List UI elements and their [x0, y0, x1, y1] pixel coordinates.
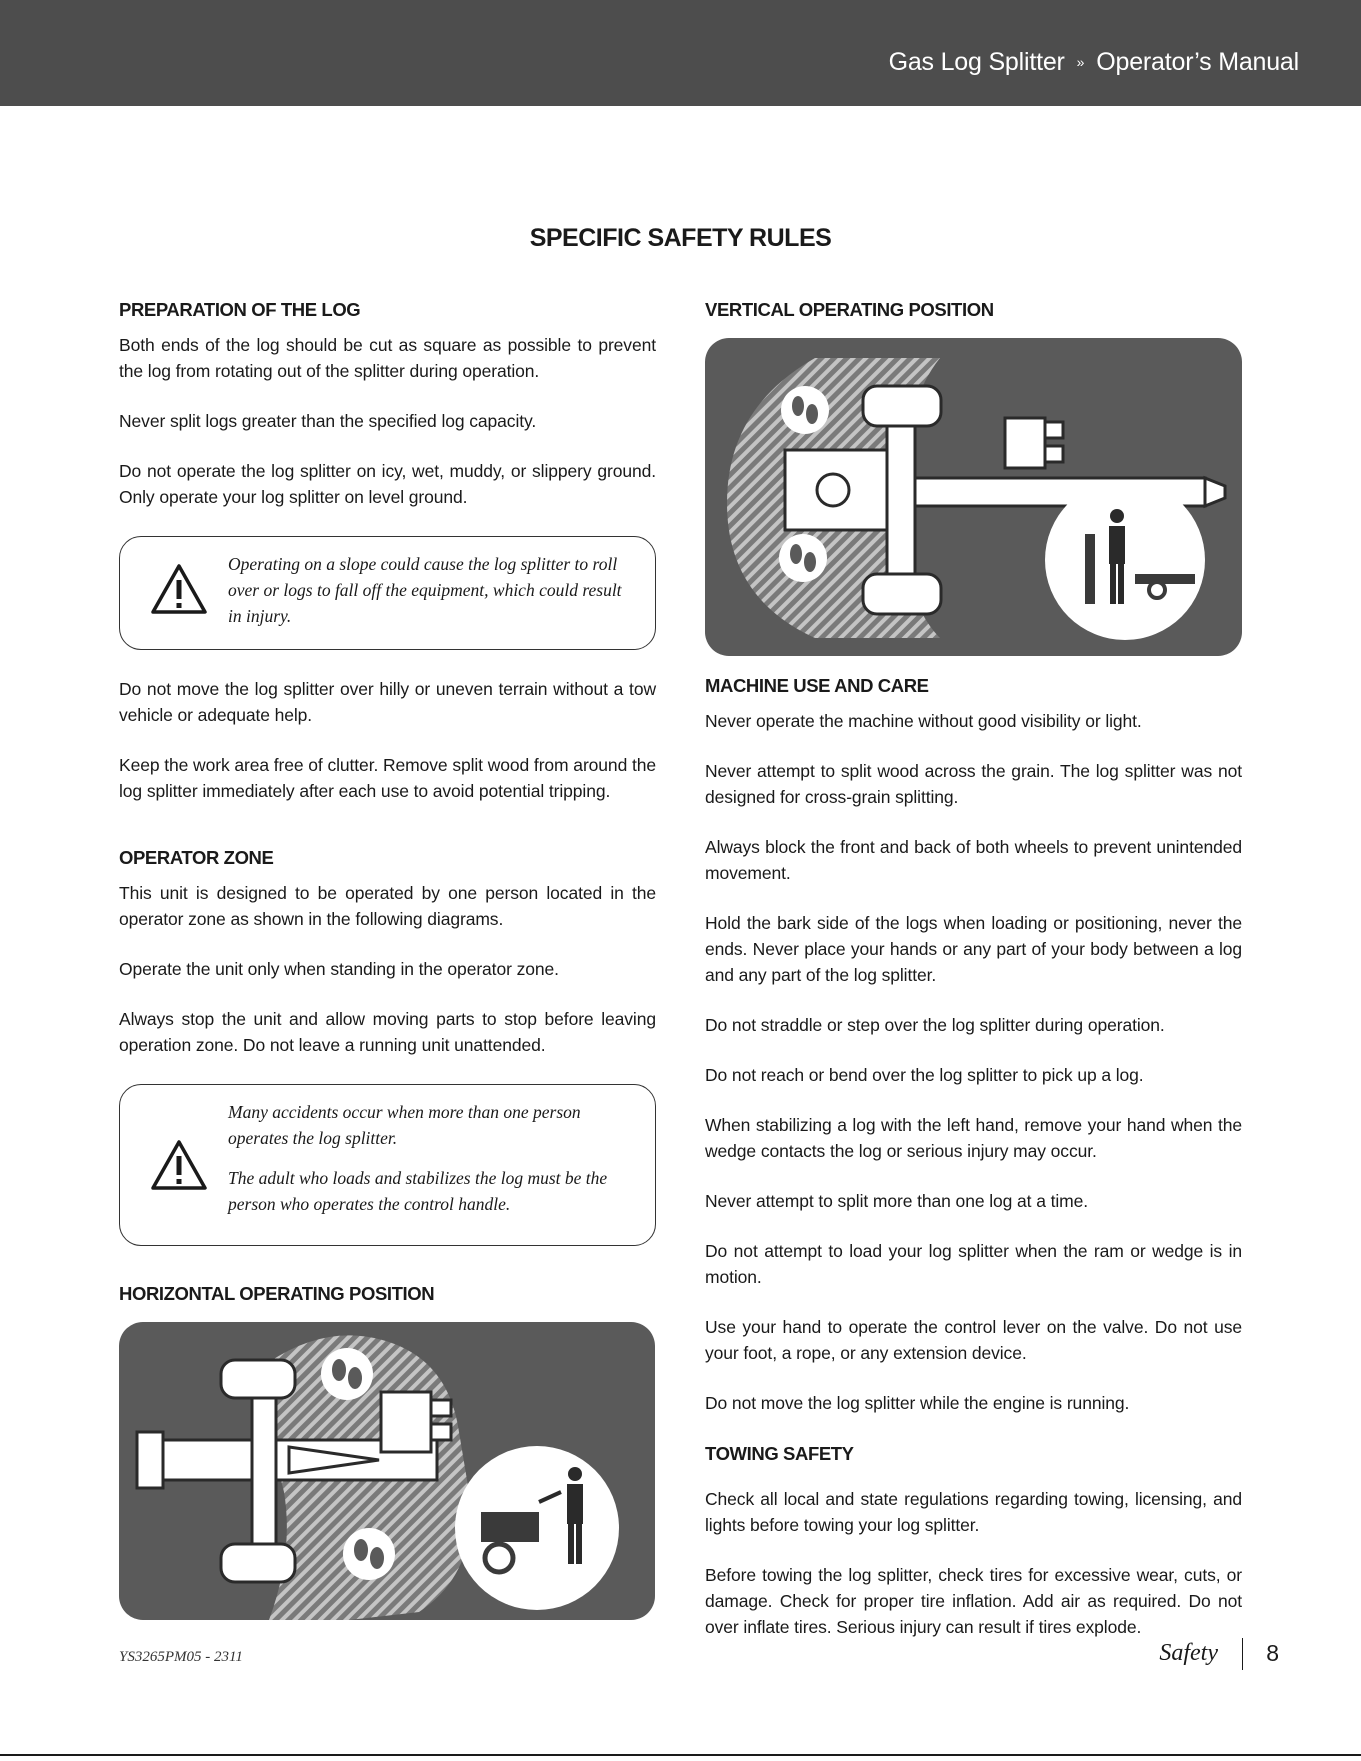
warning-triangle-icon [150, 563, 208, 615]
paragraph: Do not attempt to load your log splitter when the ram or wedge is in motion. [705, 1241, 1242, 1287]
header-separator: » [1076, 54, 1085, 70]
paragraph: Never operate the machine without good visibility or light. [705, 711, 1142, 731]
section-heading-operator-zone: OPERATOR ZONE [119, 847, 274, 868]
paragraph: Never split logs greater than the specified log capacity. [119, 411, 537, 431]
paragraph: Do not straddle or step over the log splitter during operation. [705, 1015, 1165, 1035]
vertical-position-diagram [705, 338, 1242, 656]
paragraph: When stabilizing a log with the left hand, remove your hand when the wedge contacts the log or serious injury may occur. [705, 1115, 1242, 1161]
paragraph: This unit is designed to be operated by one person located in the operator zone as shown in the following diagrams. [119, 883, 656, 929]
footer-divider [1242, 1638, 1244, 1670]
paragraph: Use your hand to operate the control lever on the valve. Do not use your foot, a rope, or any extension device. [705, 1317, 1242, 1363]
paragraph: Check all local and state regulations regarding towing, licensing, and lights before towing your log splitter. [705, 1489, 1242, 1535]
document-code: YS3265PM05 - 2311 [119, 1649, 243, 1665]
paragraph: Do not operate the log splitter on icy, wet, muddy, or slippery ground. Only operate your log splitter on level ground. [119, 461, 656, 507]
paragraph: Always block the front and back of both wheels to prevent unintended movement. [705, 837, 1242, 883]
warning-triangle-icon [150, 1139, 208, 1191]
section-heading-machine-care: MACHINE USE AND CARE [705, 675, 929, 696]
section-heading-preparation: PREPARATION OF THE LOG [119, 299, 361, 320]
warning-text: Operating on a slope could cause the log splitter to roll over or logs to fall off the equipment, which could result in injury. [228, 554, 622, 626]
warning-box-slope [119, 536, 656, 650]
warning-box-one-person [119, 1084, 656, 1246]
paragraph: Do not move the log splitter while the engine is running. [705, 1393, 1130, 1413]
paragraph: Hold the bark side of the logs when loading or positioning, never the ends. Never place your hands or any part of your body between a log and any part of the log splitter. [705, 913, 1242, 985]
footer-section-name: Safety [1159, 1640, 1218, 1666]
paragraph: Never attempt to split more than one log at a time. [705, 1191, 1089, 1211]
paragraph: Before towing the log splitter, check tires for excessive wear, cuts, or damage. Check for proper tire inflation. Add air as required. Do not over inflate tires. Serious injury can result if tires explode. [705, 1565, 1242, 1637]
paragraph: Operate the unit only when standing in the operator zone. [119, 959, 559, 979]
paragraph: Keep the work area free of clutter. Remove split wood from around the log splitter immediately after each use to avoid potential tripping. [119, 755, 656, 801]
paragraph: Never attempt to split wood across the grain. The log splitter was not designed for cross-grain splitting. [705, 761, 1242, 807]
header-document: Operator’s Manual [1096, 48, 1299, 76]
left-column [119, 298, 656, 1620]
page-header [0, 0, 1361, 106]
section-heading-vertical: VERTICAL OPERATING POSITION [705, 299, 994, 320]
horizontal-position-diagram [119, 1322, 655, 1620]
page-number: 8 [1266, 1640, 1279, 1666]
section-heading-towing: TOWING SAFETY [705, 1443, 854, 1464]
right-column [705, 298, 1242, 1640]
paragraph: Do not reach or bend over the log splitter to pick up a log. [705, 1065, 1144, 1085]
paragraph: Both ends of the log should be cut as square as possible to prevent the log from rotating out of the splitter during operation. [119, 335, 656, 381]
warning-text: Many accidents occur when more than one person operates the log splitter. [228, 1102, 581, 1148]
warning-text: The adult who loads and stabilizes the log must be the person who operates the control handle. [228, 1168, 608, 1214]
header-product: Gas Log Splitter [888, 48, 1065, 76]
paragraph: Do not move the log splitter over hilly or uneven terrain without a tow vehicle or adequate help. [119, 679, 656, 725]
bottom-rule [0, 1754, 1361, 1756]
section-heading-horizontal: HORIZONTAL OPERATING POSITION [119, 1283, 435, 1304]
paragraph: Always stop the unit and allow moving parts to stop before leaving operation zone. Do not leave a running unit unattended. [119, 1009, 656, 1055]
header-title [889, 48, 1299, 77]
page-title: SPECIFIC SAFETY RULES [529, 224, 832, 252]
